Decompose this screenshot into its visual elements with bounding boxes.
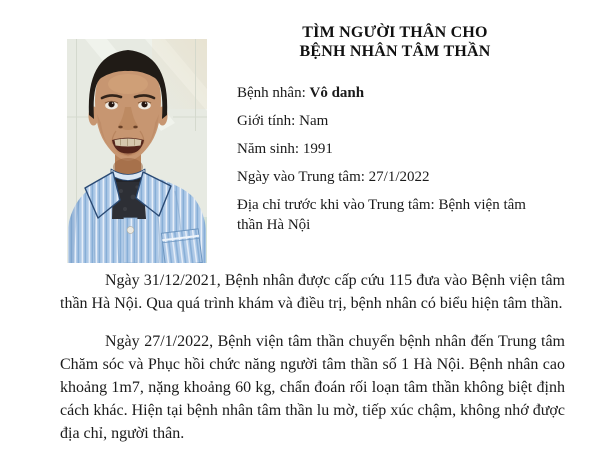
patient-info-fields [237, 83, 553, 235]
field-birth-year-value: 1991 [302, 141, 333, 157]
field-admission-date [237, 167, 553, 187]
paragraph-1: Ngày 31/12/2021, Bệnh nhân được cấp cứu 115 đưa vào Bệnh viện tâm thần Hà Nội. Qua quá trình khám và điều trị, bệnh nhân có biểu hiện tâm thần. [60, 272, 565, 312]
patient-photo [67, 39, 207, 263]
notice-title-line1: TÌM NGƯỜI THÂN CHO [302, 24, 488, 41]
forehead-highlight [108, 74, 148, 94]
field-gender [237, 111, 553, 131]
field-previous-address-value: Bệnh viện tâm thần Hà Nội [237, 197, 526, 233]
notice-title [237, 23, 553, 61]
shirt-button [127, 227, 134, 234]
patient-photo-illustration [67, 39, 207, 263]
field-gender-label: Giới tính: [237, 113, 296, 129]
field-admission-date-label: Ngày vào Trung tâm: [237, 169, 365, 185]
notice-body [60, 269, 565, 456]
field-previous-address-label: Địa chỉ trước khi vào Trung tâm: [237, 197, 435, 213]
shirt-pocket [161, 229, 202, 263]
paragraph-2: Ngày 27/1/2022, Bệnh viện tâm thần chuyển bệnh nhân đến Trung tâm Chăm sóc và Phục hồi chức năng người tâm thần số 1 Hà Nội. Bệnh nhân cao khoảng 1m7, nặng khoảng 60 kg, chẩn đoán rối loạn tâm thần không biệt định cách khác. Hiện tại bệnh nhân tâm thần lu mờ, tiếp xúc chậm, không nhớ được địa chỉ, người thân. [60, 333, 565, 442]
shirt-placket [124, 218, 137, 263]
notice-title-line2: BỆNH NHÂN TÂM THẦN [299, 43, 491, 60]
field-patient-name-label: Bệnh nhân: [237, 85, 306, 101]
field-previous-address [237, 195, 553, 235]
field-patient-name-value: Vô danh [309, 85, 365, 101]
field-patient-name [237, 83, 553, 103]
field-admission-date-value: 27/1/2022 [368, 169, 430, 185]
notice-info-column [237, 23, 553, 243]
field-gender-value: Nam [299, 113, 329, 129]
field-birth-year-label: Năm sinh: [237, 141, 300, 157]
field-birth-year [237, 139, 553, 159]
